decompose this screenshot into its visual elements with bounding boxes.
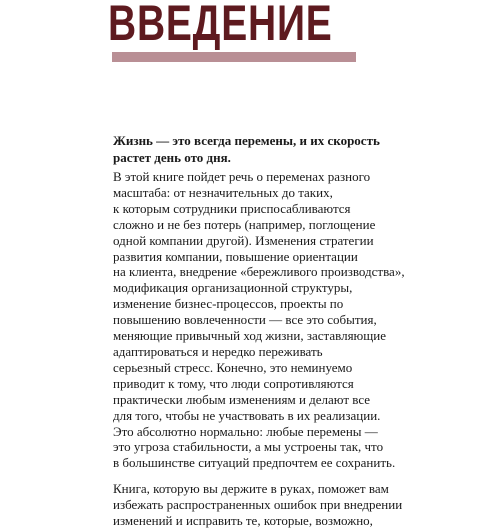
text-line: Книга, которую вы держите в руках, поможет вам bbox=[113, 481, 389, 497]
text-line: модификация организационной структуры, bbox=[113, 280, 353, 296]
chapter-title: ВВЕДЕНИЕ bbox=[108, 0, 333, 51]
text-line: избежать распространенных ошибок при внедрении bbox=[113, 497, 403, 513]
text-line: Это абсолютно нормально: любые перемены — bbox=[113, 423, 378, 439]
body-paragraph-1 bbox=[113, 169, 413, 471]
text-line: развития компании, повышение ориентации bbox=[113, 248, 358, 264]
text-line: серьезный стресс. Конечно, это неминуемо bbox=[113, 359, 353, 375]
body-paragraph-2 bbox=[113, 481, 413, 529]
text-line: на клиента, внедрение «бережливого производства», bbox=[113, 264, 405, 280]
lead-line: Жизнь — это всегда перемены, и их скорость bbox=[113, 133, 380, 148]
text-line: приводит к тому, что люди сопротивляются bbox=[113, 375, 354, 391]
body-text bbox=[113, 169, 413, 529]
text-line: изменение бизнес-процессов, проекты по bbox=[113, 296, 344, 312]
text-line: это угроза стабильности, а мы устроены так, что bbox=[113, 439, 384, 455]
text-line: сложно и не без потерь (например, поглощение bbox=[113, 216, 376, 232]
text-line: повышению вовлеченности — все это события, bbox=[113, 312, 377, 328]
text-line: масштаба: от незначительных до таких, bbox=[113, 184, 333, 200]
text-line: одной компании другой). Изменения стратегии bbox=[113, 232, 374, 248]
lead-line: растет день ото дня. bbox=[113, 150, 231, 165]
title-underline-rule bbox=[112, 52, 356, 62]
text-line: меняющие привычный ход жизни, заставляющие bbox=[113, 328, 387, 344]
text-line: практически любым изменениям и делают все bbox=[113, 391, 371, 407]
text-line: адаптироваться и нередко переживать bbox=[113, 343, 323, 359]
text-line: в большинстве ситуаций предпочтем ее сохранить. bbox=[113, 455, 396, 471]
lead-paragraph bbox=[113, 132, 413, 166]
text-line: для того, чтобы не участвовать в их реализации. bbox=[113, 407, 381, 423]
text-line: изменений и исправить те, которые, возможно, bbox=[113, 513, 373, 529]
text-line: к которым сотрудники приспосабливаются bbox=[113, 200, 351, 216]
text-line: В этой книге пойдет речь о переменах разного bbox=[113, 169, 371, 184]
